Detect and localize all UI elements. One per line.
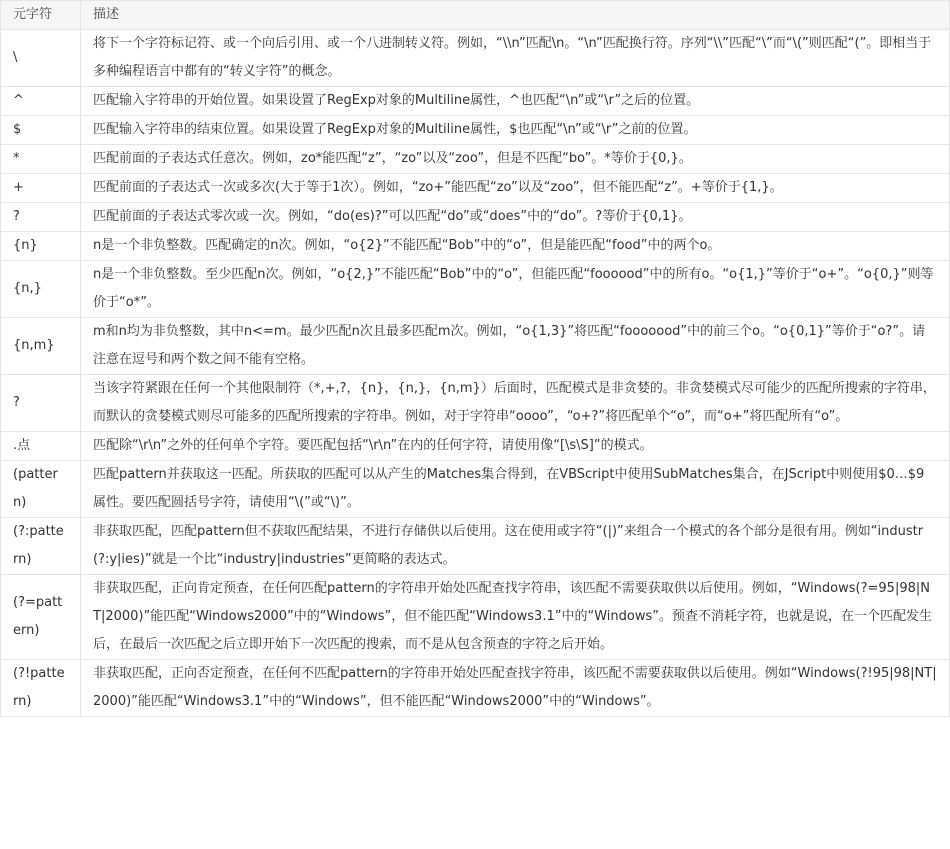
metachar-cell: * (1, 145, 81, 174)
metachar-cell: $ (1, 116, 81, 145)
metachar-cell: ? (1, 203, 81, 232)
description-cell: 匹配输入字符串的开始位置。如果设置了RegExp对象的Multiline属性，^也匹配“\n”或“\r”之后的位置。 (81, 87, 950, 116)
metachar-cell: + (1, 174, 81, 203)
header-description: 描述 (81, 1, 950, 30)
description-cell: m和n均为非负整数，其中n<=m。最少匹配n次且最多匹配m次。例如，“o{1,3}”将匹配“fooooood”中的前三个o。“o{0,1}”等价于“o?”。请注意在逗号和两个数之间不能有空格。 (81, 318, 950, 375)
description-cell: 匹配输入字符串的结束位置。如果设置了RegExp对象的Multiline属性，$也匹配“\n”或“\r”之前的位置。 (81, 116, 950, 145)
header-metachar: 元字符 (1, 1, 81, 30)
metachar-cell: ? (1, 375, 81, 432)
table-body (1, 30, 950, 717)
description-cell: n是一个非负整数。至少匹配n次。例如，“o{2,}”不能匹配“Bob”中的“o”，但能匹配“foooood”中的所有o。“o{1,}”等价于“o+”。“o{0,}”则等价于“o*”。 (81, 261, 950, 318)
description-cell: 匹配前面的子表达式零次或一次。例如，“do(es)?”可以匹配“do”或“does”中的“do”。?等价于{0,1}。 (81, 203, 950, 232)
metachar-cell: .点 (1, 432, 81, 461)
table-row (1, 318, 950, 375)
table-row (1, 518, 950, 575)
table-row (1, 145, 950, 174)
description-cell: 非获取匹配，匹配pattern但不获取匹配结果，不进行存储供以后使用。这在使用或字符“(|)”来组合一个模式的各个部分是很有用。例如“industr(?:y|ies)”就是一个比“industry|industries”更简略的表达式。 (81, 518, 950, 575)
description-cell: 将下一个字符标记符、或一个向后引用、或一个八进制转义符。例如，“\\n”匹配\n。“\n”匹配换行符。序列“\\”匹配“\”而“\(”则匹配“(”。即相当于多种编程语言中都有的“转义字符”的概念。 (81, 30, 950, 87)
table-row (1, 87, 950, 116)
table-row (1, 575, 950, 660)
description-cell: 匹配前面的子表达式一次或多次(大于等于1次）。例如，“zo+”能匹配“zo”以及“zoo”，但不能匹配“z”。+等价于{1,}。 (81, 174, 950, 203)
table-row (1, 375, 950, 432)
table-row (1, 203, 950, 232)
description-cell: 匹配pattern并获取这一匹配。所获取的匹配可以从产生的Matches集合得到，在VBScript中使用SubMatches集合，在JScript中则使用$0…$9属性。要匹配圆括号字符，请使用“\(”或“\)”。 (81, 461, 950, 518)
table-row (1, 660, 950, 717)
metachar-cell: (?!pattern) (1, 660, 81, 717)
description-cell: 非获取匹配，正向肯定预查，在任何匹配pattern的字符串开始处匹配查找字符串，该匹配不需要获取供以后使用。例如，“Windows(?=95|98|NT|2000)”能匹配“Windows2000”中的“Windows”，但不能匹配“Windows3.1”中的“Windows”。预查不消耗字符，也就是说，在一个匹配发生后，在最后一次匹配之后立即开始下一次匹配的搜索，而不是从包含预查的字符之后开始。 (81, 575, 950, 660)
metachar-cell: (?=pattern) (1, 575, 81, 660)
table-row (1, 116, 950, 145)
metachar-cell: {n} (1, 232, 81, 261)
metachar-cell: {n,m} (1, 318, 81, 375)
table-row (1, 30, 950, 87)
table-row (1, 461, 950, 518)
table-row (1, 261, 950, 318)
description-cell: 当该字符紧跟在任何一个其他限制符（*,+,?，{n}，{n,}，{n,m}）后面时，匹配模式是非贪婪的。非贪婪模式尽可能少的匹配所搜索的字符串，而默认的贪婪模式则尽可能多的匹配所搜索的字符串。例如，对于字符串“oooo”，“o+?”将匹配单个“o”，而“o+”将匹配所有“o”。 (81, 375, 950, 432)
metachar-cell: (pattern) (1, 461, 81, 518)
table-row (1, 232, 950, 261)
metachar-cell: {n,} (1, 261, 81, 318)
table-header-row (1, 1, 950, 30)
table-row (1, 432, 950, 461)
metachar-cell: (?:pattern) (1, 518, 81, 575)
description-cell: n是一个非负整数。匹配确定的n次。例如，“o{2}”不能匹配“Bob”中的“o”，但是能匹配“food”中的两个o。 (81, 232, 950, 261)
description-cell: 非获取匹配，正向否定预查，在任何不匹配pattern的字符串开始处匹配查找字符串，该匹配不需要获取供以后使用。例如“Windows(?!95|98|NT|2000)”能匹配“Windows3.1”中的“Windows”，但不能匹配“Windows2000”中的“Windows”。 (81, 660, 950, 717)
description-cell: 匹配除“\r\n”之外的任何单个字符。要匹配包括“\r\n”在内的任何字符，请使用像“[\s\S]”的模式。 (81, 432, 950, 461)
metachar-cell: \ (1, 30, 81, 87)
description-cell: 匹配前面的子表达式任意次。例如，zo*能匹配“z”，“zo”以及“zoo”，但是不匹配“bo”。*等价于{0,}。 (81, 145, 950, 174)
table-row (1, 174, 950, 203)
metachar-cell: ^ (1, 87, 81, 116)
